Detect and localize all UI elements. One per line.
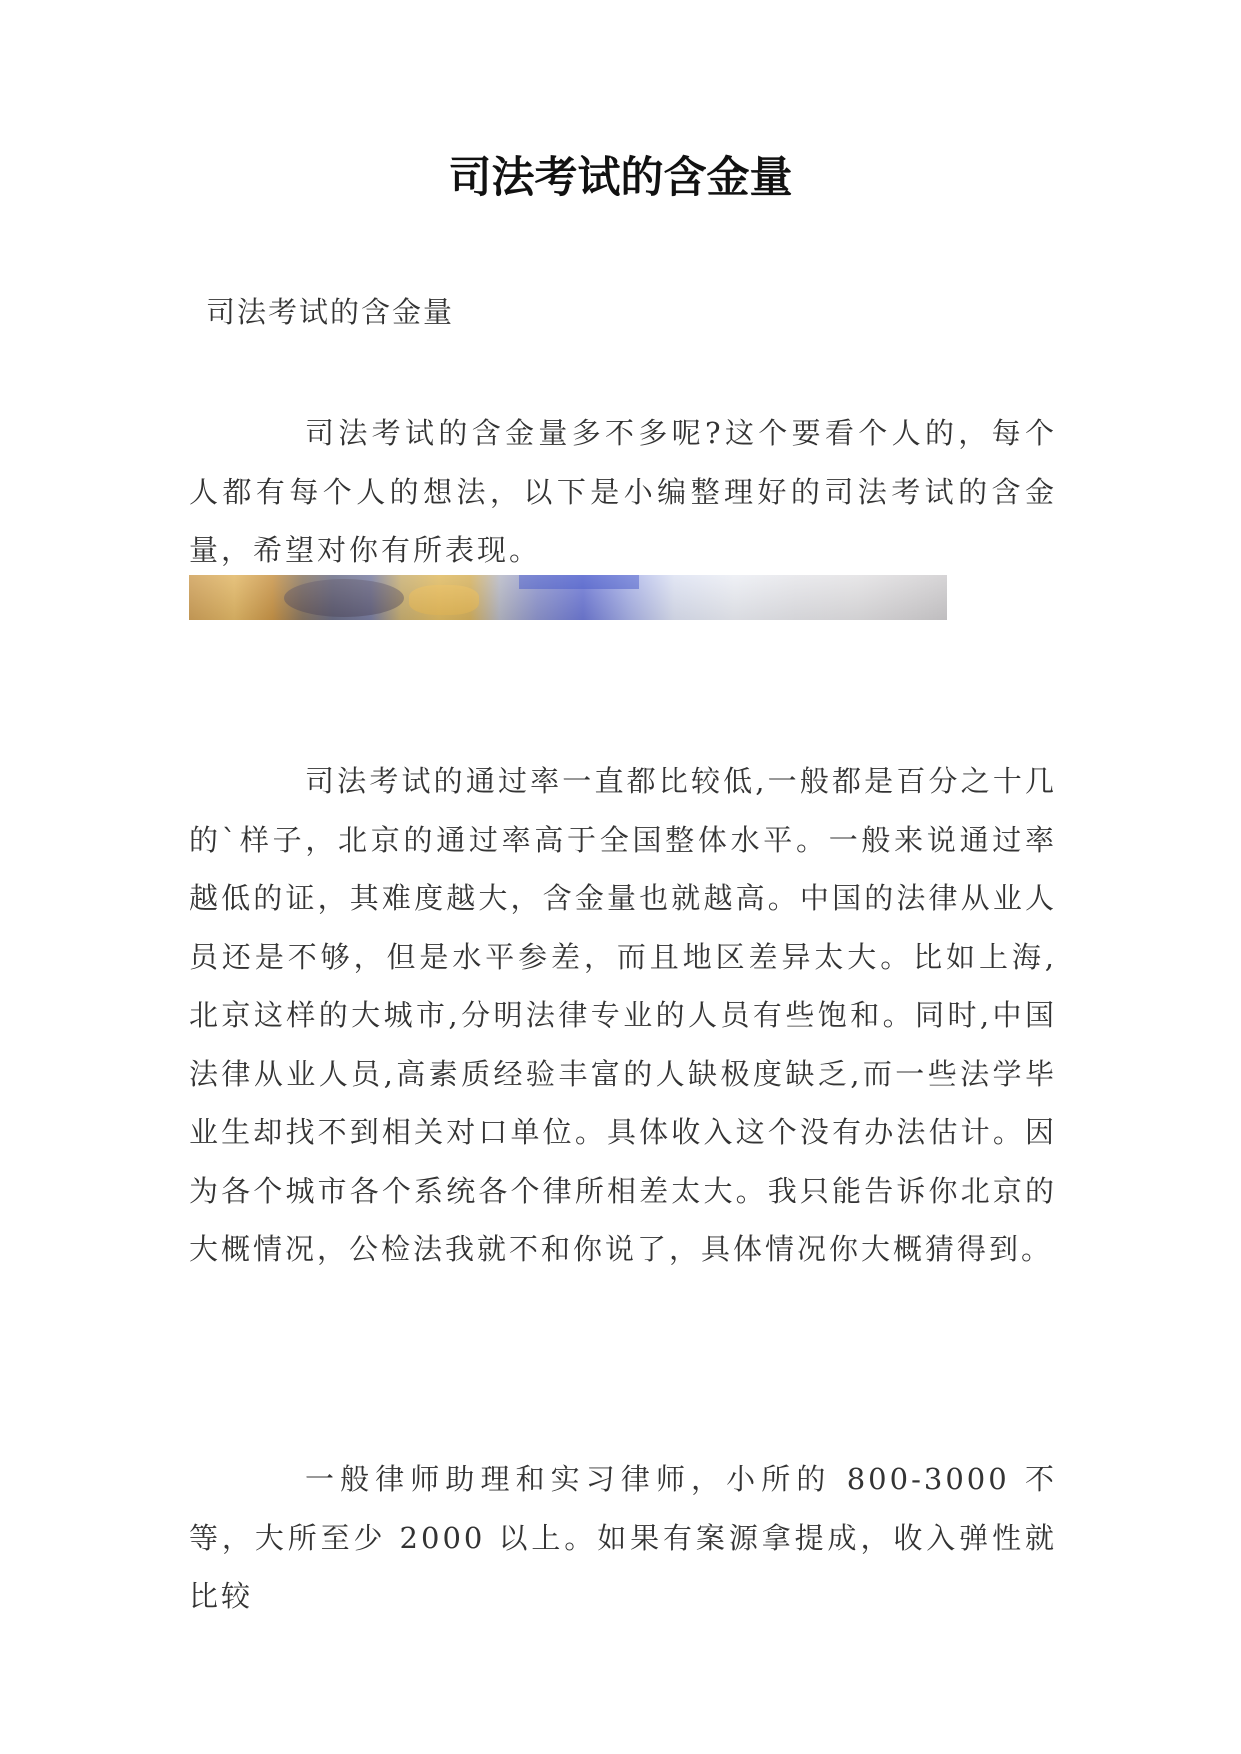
paragraph-pass-rate: 司法考试的通过率一直都比较低,一般都是百分之十几的`样子，北京的通过率高于全国整体水平。一般来说通过率越低的证，其难度越大，含金量也就越高。中国的法律从业人员还是不够，但是水平参差，而且地区差异太大。比如上海,北京这样的大城市,分明法律专业的人员有些饱和。同时,中国法律从业人员,高素质经验丰富的人缺极度缺乏,而一些法学毕业生却找不到相关对口单位。具体收入这个没有办法估计。因为各个城市各个系统各个律所相差太大。我只能告诉你北京的大概情况，公检法我就不和你说了，具体情况你大概猜得到。: [189, 764, 1057, 1266]
paragraph-income: 一般律师助理和实习律师，小所的 800-3000 不等，大所至少 2000 以上。如果有案源拿提成，收入弹性就比较: [189, 1462, 1057, 1613]
document-subtitle: 司法考试的含金量: [206, 295, 455, 329]
cropped-photo: [189, 575, 947, 620]
document-title: 司法考试的含金量: [448, 153, 793, 203]
paragraph-intro: 司法考试的含金量多不多呢?这个要看个人的，每个人都有每个人的想法，以下是小编整理好的司法考试的含金量，希望对你有所表现。: [189, 416, 1057, 567]
photo-shade: [189, 575, 947, 620]
